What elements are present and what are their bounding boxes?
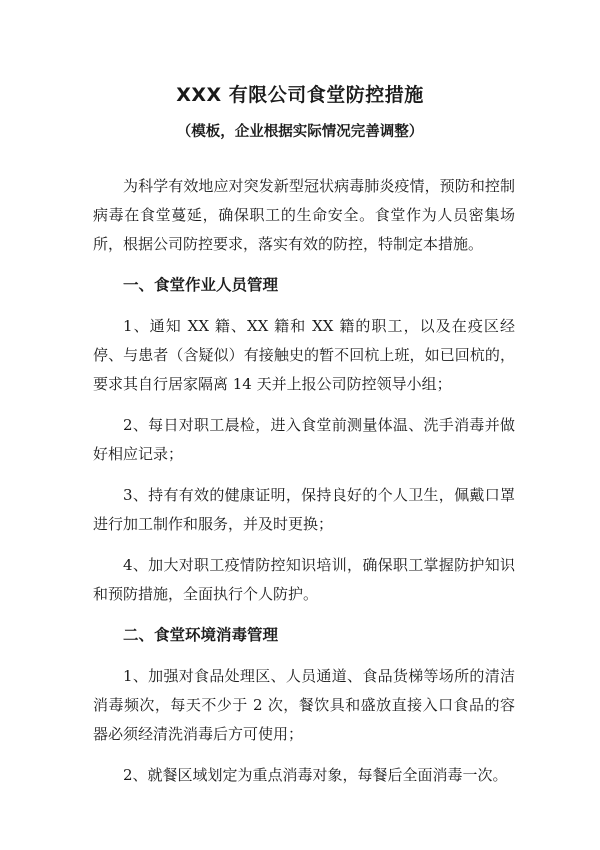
staff-item-2: 2、每日对职工晨检，进入食堂前测量体温、洗手消毒并做好相应记录； <box>93 416 515 463</box>
staff-item-3: 3、持有有效的健康证明，保持良好的个人卫生，佩戴口罩进行加工制作和服务，并及时更换； <box>93 486 515 533</box>
section-heading-staff: 一、食堂作业人员管理 <box>123 276 279 294</box>
staff-item-4: 4、加大对职工疫情防控知识培训，确保职工掌握防护知识和预防措施，全面执行个人防护。 <box>93 556 515 603</box>
intro-paragraph: 为科学有效地应对突发新型冠状病毒肺炎疫情，预防和控制病毒在食堂蔓延，确保职工的生命安全。食堂作为人员密集场所，根据公司防控要求，落实有效的防控，特制定本措施。 <box>93 177 515 253</box>
section-heading-disinfection: 二、食堂环境消毒管理 <box>123 626 279 644</box>
document-title: XXX 有限公司食堂防控措施 <box>176 84 424 106</box>
disinfection-item-2: 2、就餐区域划定为重点消毒对象，每餐后全面消毒一次。 <box>123 766 508 784</box>
disinfection-item-1: 1、加强对食品处理区、人员通道、食品货梯等场所的清洁消毒频次，每天不少于 2 次，餐饮具和盛放直接入口食品的容器必须经清洗消毒后方可使用； <box>93 667 515 743</box>
staff-item-1: 1、通知 XX 籍、XX 籍和 XX 籍的职工，以及在疫区经停、与患者（含疑似）有接触史的暂不回杭上班，如已回杭的，要求其自行居家隔离 14 天并上报公司防控领导小组； <box>93 317 515 393</box>
document-body <box>93 172 515 802</box>
document-subtitle: （模板，企业根据实际情况完善调整） <box>176 123 424 140</box>
